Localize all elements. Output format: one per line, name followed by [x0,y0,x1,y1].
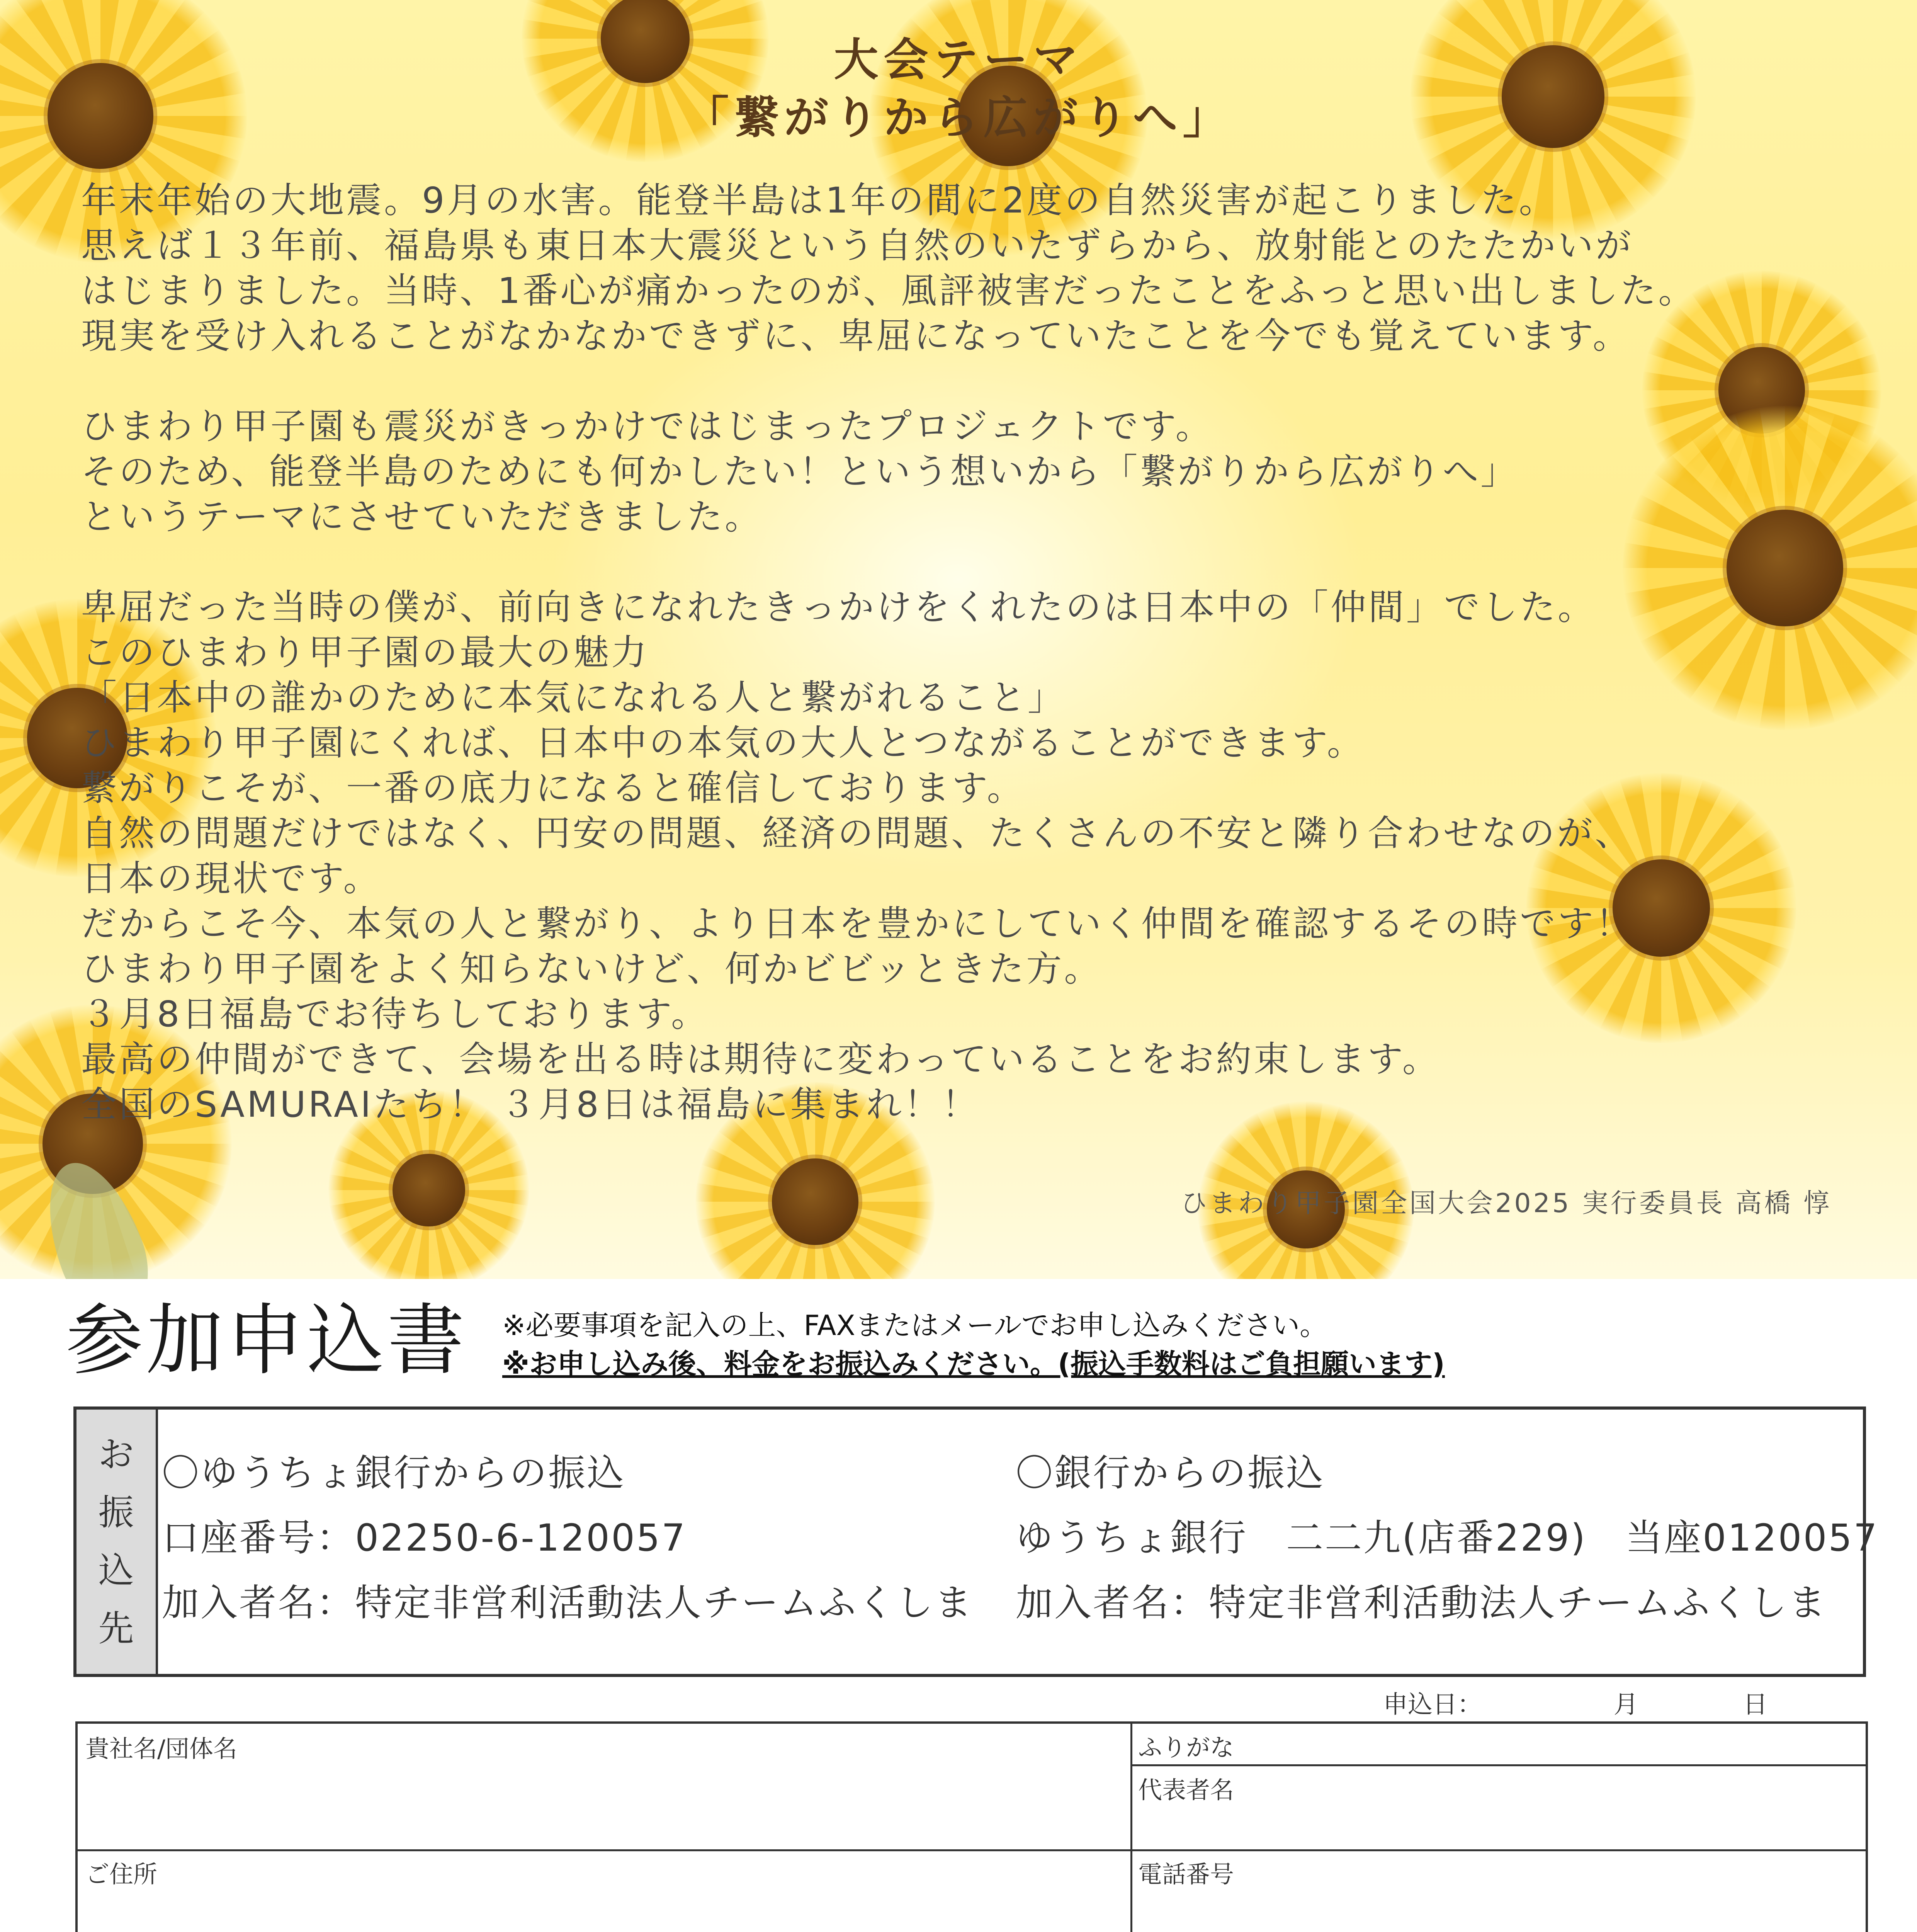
grid-divider [1130,1724,1132,1932]
postal-bank-heading: 〇ゆうちょ銀行からの振込 [162,1451,625,1495]
text-line: だからこそ今、本気の人と繋がり、より日本を豊かにしていく仲間を確認するその時です！ [81,903,1634,944]
text-line: 繋がりこそが、一番の底力になると確信しております。 [81,767,1025,809]
company-field-label: 貴社名/団体名 [85,1735,237,1763]
text-line: このひまわり甲子園の最大の魅力 [81,632,649,673]
text-line: 全国のSAMURAIたち！ ３月8日は福島に集まれ！！ [81,1084,980,1125]
company-field[interactable] [78,1724,1128,1847]
text-line: 日本の現状です。 [81,858,381,899]
form-notes [502,1306,1445,1383]
grid-divider [78,1849,1866,1851]
representative-field[interactable] [1133,1767,1865,1848]
other-bank-account: ゆうちょ銀行 二二九(店番229) 当座0120057 [1016,1516,1879,1560]
bank-side-char: 先 [98,1608,134,1649]
date-label: 申込日： [1383,1690,1482,1719]
other-account-holder: 加入者名：特定非営利活動法人チームふくしま [1016,1581,1827,1624]
text-line: はじまりました。当時、1番心が痛かったのが、風評被害だったことをふっと思い出しました。 [81,270,1696,311]
other-bank-heading: 〇銀行からの振込 [1016,1451,1325,1495]
theme-heading [0,31,1917,147]
text-line: ひまわり甲子園にくれば、日本中の本気の大人とつながることができます。 [81,722,1365,764]
bank-side-char: 振 [98,1492,134,1533]
theme-title: 「繋がりから広がりへ」 [684,92,1233,144]
message-body [81,178,1858,1172]
bank-side-char: お [98,1434,134,1475]
paragraph [81,178,1858,359]
applicant-info-grid [75,1721,1868,1932]
bank-side-char: 込 [98,1550,134,1591]
address-field-label: ご住所 [85,1860,158,1888]
phone-field[interactable] [1133,1852,1865,1932]
text-line: ひまわり甲子園も震災がきっかけではじまったプロジェクトです。 [81,406,1213,447]
text-line: 年末年始の大地震。9月の水害。能登半島は1年の間に2度の自然災害が起こりました。 [81,180,1557,221]
bank-details-other [1016,1440,1879,1635]
text-line: 「日本中の誰かのために本気になれる人と繋がれること」 [81,677,1066,718]
postal-account-number: 口座番号：02250-6-120057 [162,1516,687,1560]
text-line: ３月8日福島でお待ちしております。 [81,993,709,1035]
text-line: 卑屈だった当時の僕が、前向きになれたきっかけをくれたのは日本中の「仲間」でした。 [81,587,1596,628]
day-label: 日 [1743,1690,1768,1719]
form-note: ※必要事項を記入の上、FAXまたはメールでお申し込みください。 [502,1309,1328,1342]
address-field[interactable] [78,1852,1128,1932]
text-line: 思えば１３年前、福島県も東日本大震災という自然のいたずらから、放射能とのたたかいが [81,225,1634,266]
text-line: 自然の問題だけではなく、円安の問題、経済の問題、たくさんの不安と隣り合わせなのが、 [81,813,1633,854]
postal-account-holder: 加入者名：特定非営利活動法人チームふくしま [162,1581,973,1624]
application-date [1383,1685,1767,1720]
furigana-field-label: ふりがな [1138,1733,1234,1762]
grid-divider [1130,1764,1866,1766]
paragraph [81,585,1858,1127]
bank-transfer-box [73,1406,1879,1677]
representative-field-label: 代表者名 [1138,1776,1234,1804]
form-title: 参加申込書 [66,1296,468,1386]
text-line: 最高の仲間ができて、会場を出る時は期待に変わっていることをお約束します。 [81,1039,1440,1080]
postal-bank-details [162,1440,973,1635]
bank-details [158,1410,1879,1674]
paragraph [81,404,1858,539]
text-line: 現実を受け入れることがなかなかできずに、卑屈になっていたことを今でも覚えています。 [81,315,1631,357]
text-line: そのため、能登半島のためにも何かしたい！という想いから「繋がりから広がりへ」 [81,451,1519,492]
month-label: 月 [1613,1690,1638,1719]
phone-field-label: 電話番号 [1138,1860,1234,1888]
text-line: というテーマにさせていただきました。 [81,496,763,537]
text-line: ひまわり甲子園をよく知らないけど、何かビビッときた方。 [81,948,1102,990]
signature: ひまわり甲子園全国大会2025 実行委員長 高橋 惇 [1181,1188,1832,1219]
bank-side-label [76,1410,158,1674]
theme-label: 大会テーマ [834,34,1083,86]
form-note-emphasis: ※お申し込み後、料金をお振込みください。(振込手数料はご負担願います) [502,1348,1445,1380]
